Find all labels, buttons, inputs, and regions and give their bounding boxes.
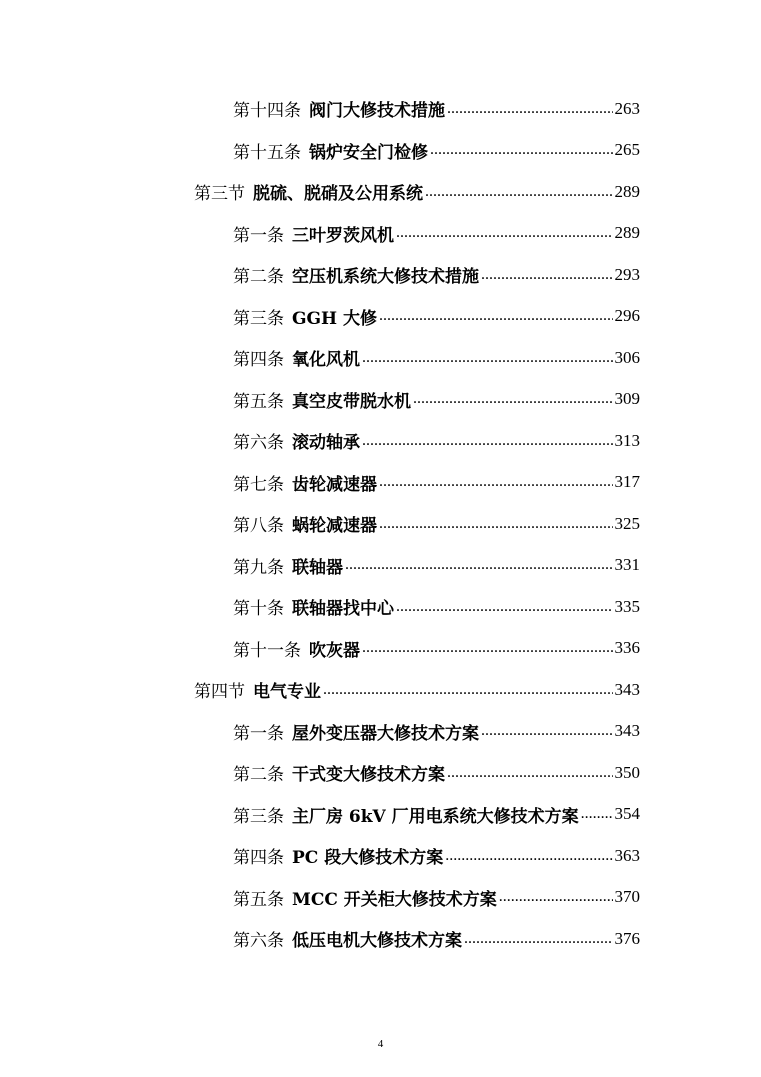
toc-entry-page: 325 [614,513,640,533]
toc-entry-page: 350 [614,762,640,782]
toc-section-entry[interactable] [0,171,640,213]
toc-entry-title: 齿轮减速器 [292,474,377,495]
toc-leader-dots [413,390,613,408]
toc-entry[interactable] [0,794,640,836]
toc-entry[interactable] [0,254,640,296]
toc-entry-title: 空压机系统大修技术措施 [292,267,479,288]
toc-entry-number: 第一条 [233,723,284,744]
toc-entry-number: 第十条 [233,599,284,620]
toc-leader-dots [379,515,613,533]
toc-entry-page: 363 [614,845,640,865]
toc-entry-title: 干式变大修技术方案 [292,765,445,786]
toc-entry-page: 309 [614,389,640,409]
toc-leader-dots [481,722,613,740]
toc-entry-page: 335 [614,596,640,616]
toc-leader-dots [323,681,613,699]
toc-entry[interactable] [0,628,640,670]
toc-entry[interactable] [0,462,640,504]
toc-entry[interactable] [0,503,640,545]
toc-leader-dots [445,847,612,865]
toc-entry-number: 第五条 [233,391,284,412]
toc-section-number: 第三节 [194,184,245,205]
toc-entry-page: 336 [614,638,640,658]
toc-entry[interactable] [0,877,640,919]
toc-entry-page: 376 [614,928,640,948]
toc-leader-dots [581,805,613,823]
toc-leader-dots [345,556,613,574]
toc-entry-page: 317 [614,472,640,492]
toc-entry-number: 第八条 [233,516,284,537]
toc-leader-dots [396,224,613,242]
toc-entry-page: 370 [614,887,640,907]
toc-entry[interactable] [0,545,640,587]
toc-entry-number: 第一条 [233,225,284,246]
toc-entry-title: 联轴器 [292,557,343,578]
toc-entry[interactable] [0,918,640,960]
toc-entry-title: 低压电机大修技术方案 [292,931,462,952]
toc-entry-page: 331 [614,555,640,575]
toc-entry-number: 第四条 [233,350,284,371]
toc-section-entry[interactable] [0,669,640,711]
toc-entry-title: MCC 开关柜大修技术方案 [292,889,497,910]
toc-entry[interactable] [0,379,640,421]
toc-entry[interactable] [0,130,640,172]
toc-entry-page: 343 [614,679,640,699]
toc-entry-title: 阀门大修技术措施 [309,101,445,122]
toc-entry-page: 296 [614,306,640,326]
toc-leader-dots [362,639,613,657]
toc-entry-number: 第二条 [233,765,284,786]
toc-entry-number: 第十四条 [233,101,301,122]
toc-entry-page: 265 [614,140,640,160]
toc-entry-page: 313 [614,430,640,450]
toc-leader-dots [430,141,613,159]
toc-entry-title: 蜗轮减速器 [292,516,377,537]
toc-leader-dots [362,432,613,450]
toc-entry-number: 第十五条 [233,142,301,163]
toc-entry-title: 屋外变压器大修技术方案 [292,723,479,744]
toc-leader-dots [396,598,613,616]
toc-entry[interactable] [0,296,640,338]
toc-entry-number: 第九条 [233,557,284,578]
toc-entry-page: 293 [614,264,640,284]
toc-entry-page: 289 [614,181,640,201]
toc-entry-number: 第三条 [233,806,284,827]
toc-entry-number: 第五条 [233,889,284,910]
page-number: 4 [377,1038,384,1050]
toc-leader-dots [447,764,613,782]
toc-section-number: 第四节 [194,682,245,703]
toc-entry-number: 第十一条 [233,640,301,661]
toc-leader-dots [379,473,613,491]
toc-entry-title: 锅炉安全门检修 [309,142,428,163]
toc-entry[interactable] [0,711,640,753]
toc-section-title: 脱硫、脱硝及公用系统 [253,184,423,205]
toc-leader-dots [425,183,613,201]
toc-entry-number: 第四条 [233,848,284,869]
toc-entry-number: 第三条 [233,308,284,329]
toc-entry-title: 主厂房 6kV 厂用电系统大修技术方案 [292,806,579,827]
toc-leader-dots [447,100,613,118]
toc-leader-dots [499,888,613,906]
toc-leader-dots [481,266,613,284]
toc-entry-number: 第六条 [233,433,284,454]
toc-entry[interactable] [0,420,640,462]
toc-entry[interactable] [0,835,640,877]
toc-entry-page: 263 [614,98,640,118]
toc-entry-title: GGH 大修 [292,308,378,329]
toc-entry-page: 289 [614,223,640,243]
toc-entry-title: PC 段大修技术方案 [292,848,444,869]
toc-entry-page: 343 [614,721,640,741]
toc-leader-dots [362,349,613,367]
toc-entry-title: 氧化风机 [292,350,360,371]
toc-entry-title: 联轴器找中心 [292,599,394,620]
table-of-contents [0,88,761,960]
toc-entry-title: 三叶罗茨风机 [292,225,394,246]
toc-entry-number: 第七条 [233,474,284,495]
toc-entry-title: 真空皮带脱水机 [292,391,411,412]
toc-entry[interactable] [0,752,640,794]
toc-entry[interactable] [0,213,640,255]
toc-entry-number: 第六条 [233,931,284,952]
toc-section-title: 电气专业 [253,682,321,703]
toc-entry-page: 306 [614,347,640,367]
toc-leader-dots [379,307,612,325]
toc-entry[interactable] [0,337,640,379]
toc-entry[interactable] [0,88,640,130]
toc-entry-title: 吹灰器 [309,640,360,661]
toc-leader-dots [464,930,613,948]
toc-entry[interactable] [0,586,640,628]
toc-entry-title: 滚动轴承 [292,433,360,454]
toc-entry-number: 第二条 [233,267,284,288]
toc-entry-page: 354 [614,804,640,824]
